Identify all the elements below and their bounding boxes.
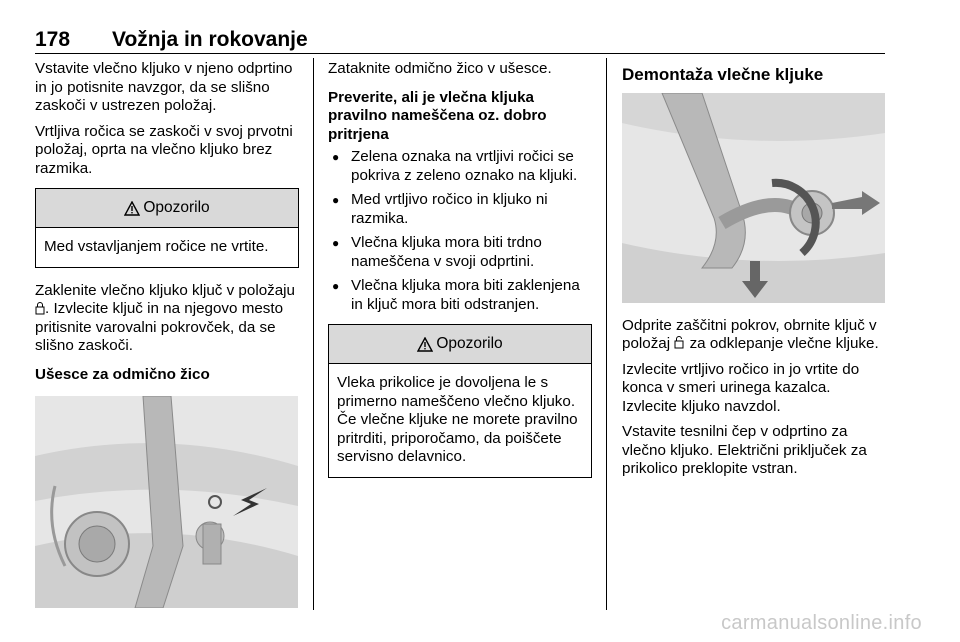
column-1: [35, 60, 299, 608]
warning-header: [36, 189, 298, 228]
warning-triangle-icon: [417, 337, 433, 352]
footer-watermark: carmanualsonline.info: [721, 612, 922, 634]
list-item: ● Med vrtljivo ročico in kljuko ni razmika.: [328, 191, 592, 228]
paragraph-insert-plug: Vstavite tesnilni čep v odprtino za vlečno kljuko. Električni priključek za prikolico preklopite vstran.: [622, 423, 867, 477]
check-list: [328, 148, 592, 314]
chapter-title: Vožnja in rokovanje: [112, 28, 308, 51]
warning-text: Med vstavljanjem ročice ne vrtite.: [44, 238, 269, 255]
subheading-check-hook: Preverite, ali je vlečna kljuka pravilno nameščena oz. dobro pritrjena: [328, 88, 547, 143]
warning-triangle-icon: [124, 201, 140, 216]
column-divider-1: [313, 58, 314, 610]
warning-box: [328, 324, 592, 478]
warning-title: Opozorilo: [436, 334, 503, 352]
warning-title: Opozorilo: [143, 198, 210, 216]
list-item: ● Vlečna kljuka mora biti zaklenjena in ključ mora biti odstranjen.: [328, 277, 592, 314]
lock-closed-icon: [35, 301, 45, 315]
warning-header: [329, 325, 591, 364]
section-heading: Demontaža vlečne kljuke: [622, 65, 824, 84]
paragraph-lock-key: Zaklenite vlečno kljuko ključ v položaju . Izvlecite ključ in na njegovo mesto pritisnite varovalni pokrovček, da se slišno zaskoči.: [35, 281, 296, 354]
page-number: 178: [35, 28, 71, 51]
subheading-cable-eye: Ušesce za odmično žico: [35, 365, 210, 383]
column-divider-2: [606, 58, 607, 610]
paragraph-open-cover: Odprite zaščitni pokrov, obrnite ključ v položaj za odklepanje vlečne kljuke.: [622, 316, 879, 352]
list-item: ● Vlečna kljuka mora biti trdno nameščena v svoji odprtini.: [328, 234, 592, 271]
paragraph-pull-lever: Izvlecite vrtljivo ročico in jo vrtite do konca v smeri urinega kazalca. Izvlecite kljuko navzdol.: [622, 360, 860, 415]
paragraph-lever-lock: Vrtljiva ročica se zaskoči v svoj prvotni položaj, oprta na vlečno kljuko brez razmika.: [35, 122, 293, 177]
lock-open-icon: [674, 335, 685, 350]
list-item: ● Zelena oznaka na vrtljivi ročici se pokriva z zeleno oznako na kljuki.: [328, 148, 592, 185]
column-2: [328, 60, 592, 492]
column-3: [622, 60, 887, 486]
warning-box: [35, 188, 299, 268]
illustration-cable-eye: [35, 396, 298, 608]
page-header: [35, 12, 885, 52]
illustration-hook-removal: [622, 93, 885, 303]
header-rule: [35, 53, 885, 54]
paragraph-attach-cable: Zataknite odmično žico v ušesce.: [328, 60, 552, 77]
paragraph-insert-hook: Vstavite vlečno kljuko v njeno odprtino in jo potisnite navzgor, da se slišno zaskoči v ustrezen položaj.: [35, 60, 293, 114]
warning-text: Vleka prikolice je dovoljena le s primerno nameščeno vlečno kljuko. Če vlečne kljuke ne morete pravilno pritrditi, priporočamo, da poiščete servisno delavnico.: [337, 374, 578, 465]
